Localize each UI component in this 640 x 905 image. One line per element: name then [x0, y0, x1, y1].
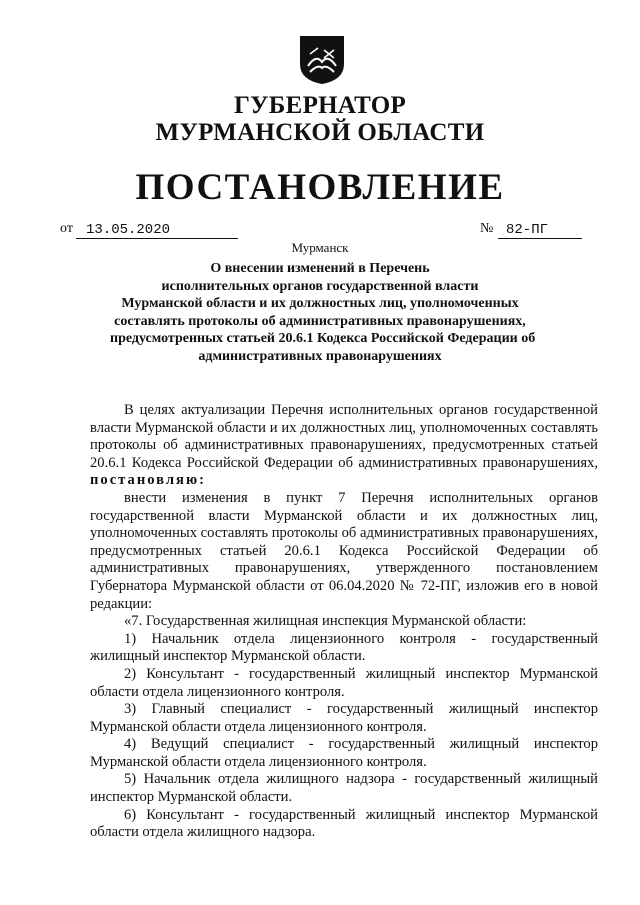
- list-item: 4) Ведущий специалист - государственный жилищный инспектор Мурманской области отдела лицензионного контроля.: [90, 736, 598, 770]
- city: Мурманск: [291, 240, 349, 255]
- list-item: 3) Главный специалист - государственный жилищный инспектор Мурманской области отдела лицензионного контроля.: [90, 701, 598, 735]
- subject-line: административных правонарушениях: [198, 348, 442, 364]
- list-item: 2) Консультант - государственный жилищный инспектор Мурманской области отдела лицензионного контроля.: [90, 665, 598, 700]
- document-subject: [110, 260, 536, 365]
- list-item: 6) Консультант - государственный жилищный инспектор Мурманской области отдела жилищного надзора.: [90, 806, 598, 841]
- list-item: 5) Начальник отдела жилищного надзора - государственный жилищный инспектор Мурманской области.: [90, 771, 598, 806]
- document-number: 82-ПГ: [498, 222, 582, 239]
- coat-of-arms-icon: [298, 34, 346, 86]
- subject-line: Мурманской области и их должностных лиц, уполномоченных: [121, 296, 519, 311]
- list-item: 1) Начальник отдела лицензионного контроля - государственный жилищный инспектор Мурманской области.: [90, 630, 598, 665]
- subject-line: составлять протоколы об административных правонарушениях,: [114, 313, 526, 329]
- date-label: от: [60, 221, 73, 236]
- subject-line: предусмотренных статьей 20.6.1 Кодекса Российской Федерации об: [110, 331, 536, 346]
- paragraph-preamble: [90, 402, 598, 490]
- resolve-keyword: постановляю:: [90, 472, 206, 489]
- number-label: №: [480, 221, 494, 236]
- subject-line: исполнительных органов государственной власти: [161, 278, 479, 294]
- document-type: ПОСТАНОВЛЕНИЕ: [135, 167, 505, 208]
- paragraph-section-7: «7. Государственная жилищная инспекция Мурманской области:: [124, 613, 527, 630]
- header-region: МУРМАНСКОЙ ОБЛАСТИ: [155, 119, 485, 146]
- document-body: [90, 402, 598, 842]
- subject-line: О внесении изменений в Перечень: [210, 261, 430, 276]
- date-number-row: [60, 213, 580, 239]
- header-governor: ГУБЕРНАТОР: [233, 92, 407, 119]
- paragraph-amendment: внести изменения в пункт 7 Перечня исполнительных органов государственной власти Мурманской области и их должностных лиц, уполномоченных составлять протоколы об административных правонарушениях, предусмотренных статьей 20.6.1 Кодекса Российской Федерации об административных правонарушениях, утвержденного постановлением Губернатора Мурманской области от 06.04.2020 № 72-ПГ, изложив его в новой редакции:: [90, 489, 598, 612]
- date-value: 13.05.2020: [76, 222, 238, 239]
- preamble-text: В целях актуализации Перечня исполнительных органов государственной власти Мурманской области и их должностных лиц, уполномоченных составлять протоколы об административных правонарушениях, предусмотренных статьей 20.6.1 Кодекса Российской Федерации об административных правонарушениях,: [90, 402, 598, 471]
